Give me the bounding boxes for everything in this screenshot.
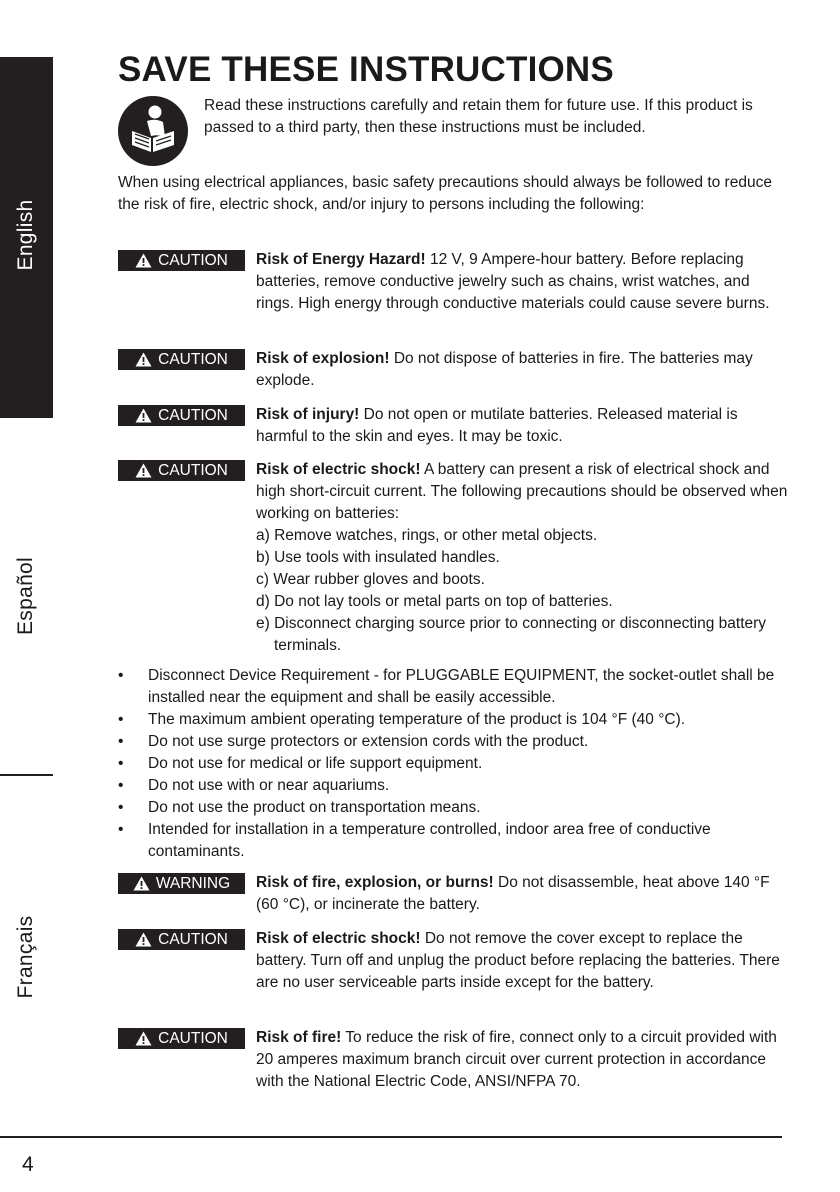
- warning-heading: Risk of explosion!: [256, 350, 390, 367]
- warning-triangle-icon: [135, 932, 152, 947]
- page-title: SAVE THESE INSTRUCTIONS: [118, 50, 614, 89]
- list-item: • Do not use the product on transportation means.: [118, 797, 788, 819]
- warning-block: [118, 348, 790, 392]
- badge-label: WARNING: [155, 875, 231, 892]
- list-item: • Do not use with or near aquariums.: [118, 775, 788, 797]
- side-tab-english-label[interactable]: English: [14, 199, 37, 271]
- caution-badge: [118, 929, 245, 950]
- warning-triangle-icon: [135, 463, 152, 478]
- warning-badge: [118, 873, 245, 894]
- warning-text: To reduce the risk of fire, connect only to a circuit provided with 20 amperes maximum branch circuit over current protection in accordance with the National Electric Code, ANSI/NFPA 70.: [256, 1029, 777, 1090]
- warning-triangle-icon: [135, 408, 152, 423]
- warning-heading: Risk of fire, explosion, or burns!: [256, 874, 494, 891]
- warning-heading: Risk of Energy Hazard!: [256, 251, 426, 268]
- warning-text: Do not remove the cover except to replace the battery. Turn off and unplug the product before replacing the batteries. There are no user serviceable parts inside except for the battery.: [256, 930, 780, 991]
- warning-text: Do not dispose of batteries in fire. The batteries may explode.: [256, 350, 753, 389]
- read-manual-icon: [118, 96, 188, 166]
- warning-block: [118, 404, 790, 448]
- step-item: d) Do not lay tools or metal parts on top of batteries.: [256, 593, 613, 610]
- side-tab-francais-label[interactable]: Français: [14, 915, 37, 999]
- warning-block: [118, 872, 790, 916]
- step-item: c) Wear rubber gloves and boots.: [256, 571, 485, 588]
- precaution-steps: [256, 525, 790, 657]
- warning-heading: Risk of electric shock!: [256, 461, 421, 478]
- list-item: • The maximum ambient operating temperature of the product is 104 °F (40 °C).: [118, 709, 788, 731]
- step-item: a) Remove watches, rings, or other metal objects.: [256, 527, 598, 544]
- badge-label: CAUTION: [158, 1030, 228, 1047]
- badge-label: CAUTION: [158, 351, 228, 368]
- warning-triangle-icon: [135, 253, 152, 268]
- list-item: • Do not use surge protectors or extension cords with the product.: [118, 731, 788, 753]
- side-tab-espanol-label[interactable]: Español: [14, 557, 37, 635]
- warning-heading: Risk of electric shock!: [256, 930, 421, 947]
- caution-badge: [118, 405, 245, 426]
- caution-badge: [118, 250, 245, 271]
- step-item: e) Disconnect charging source prior to connecting or disconnecting battery terminals.: [256, 615, 767, 654]
- intro-text: Read these instructions carefully and retain them for future use. If this product is passed to a third party, then these instructions must be included.: [204, 97, 753, 136]
- warning-heading: Risk of injury!: [256, 406, 360, 423]
- warning-block: [118, 928, 790, 994]
- list-item: • Intended for installation in a temperature controlled, indoor area free of conductive contaminants.: [118, 819, 788, 863]
- warning-triangle-icon: [133, 876, 150, 891]
- list-item: • Do not use for medical or life support equipment.: [118, 753, 788, 775]
- badge-label: CAUTION: [158, 931, 228, 948]
- caution-badge: [118, 1028, 245, 1049]
- step-item: b) Use tools with insulated handles.: [256, 549, 500, 566]
- footer-divider: [0, 1136, 782, 1138]
- warning-block: [118, 1027, 790, 1093]
- caution-badge: [118, 349, 245, 370]
- list-item: • Disconnect Device Requirement - for PLUGGABLE EQUIPMENT, the socket-outlet shall be installed near the equipment and shall be easily accessible.: [118, 665, 788, 709]
- warning-text: Do not disassemble, heat above 140 °F (60 °C), or incinerate the battery.: [256, 874, 770, 913]
- warning-triangle-icon: [135, 352, 152, 367]
- badge-label: CAUTION: [158, 252, 228, 269]
- warning-block: [118, 249, 790, 315]
- caution-badge: [118, 460, 245, 481]
- warning-text: 12 V, 9 Ampere-hour battery. Before replacing batteries, remove conductive jewelry such as chains, wrist watches, and rings. High energy through conductive materials could cause severe burns.: [256, 251, 770, 312]
- safety-bullet-list: [118, 665, 788, 863]
- warning-triangle-icon: [135, 1031, 152, 1046]
- warning-text: Do not open or mutilate batteries. Released material is harmful to the skin and eyes. It may be toxic.: [256, 406, 738, 445]
- badge-label: CAUTION: [158, 407, 228, 424]
- page-number: 4: [22, 1153, 34, 1176]
- warning-heading: Risk of fire!: [256, 1029, 342, 1046]
- badge-label: CAUTION: [158, 462, 228, 479]
- warning-text: A battery can present a risk of electrical shock and high short-circuit current. The following precautions should be observed when working on batteries:: [256, 461, 788, 522]
- side-tab-divider: [0, 774, 53, 776]
- warning-block: [118, 459, 790, 657]
- lead-text: When using electrical appliances, basic safety precautions should always be followed to reduce the risk of fire, electric shock, and/or injury to persons including the following:: [118, 174, 772, 213]
